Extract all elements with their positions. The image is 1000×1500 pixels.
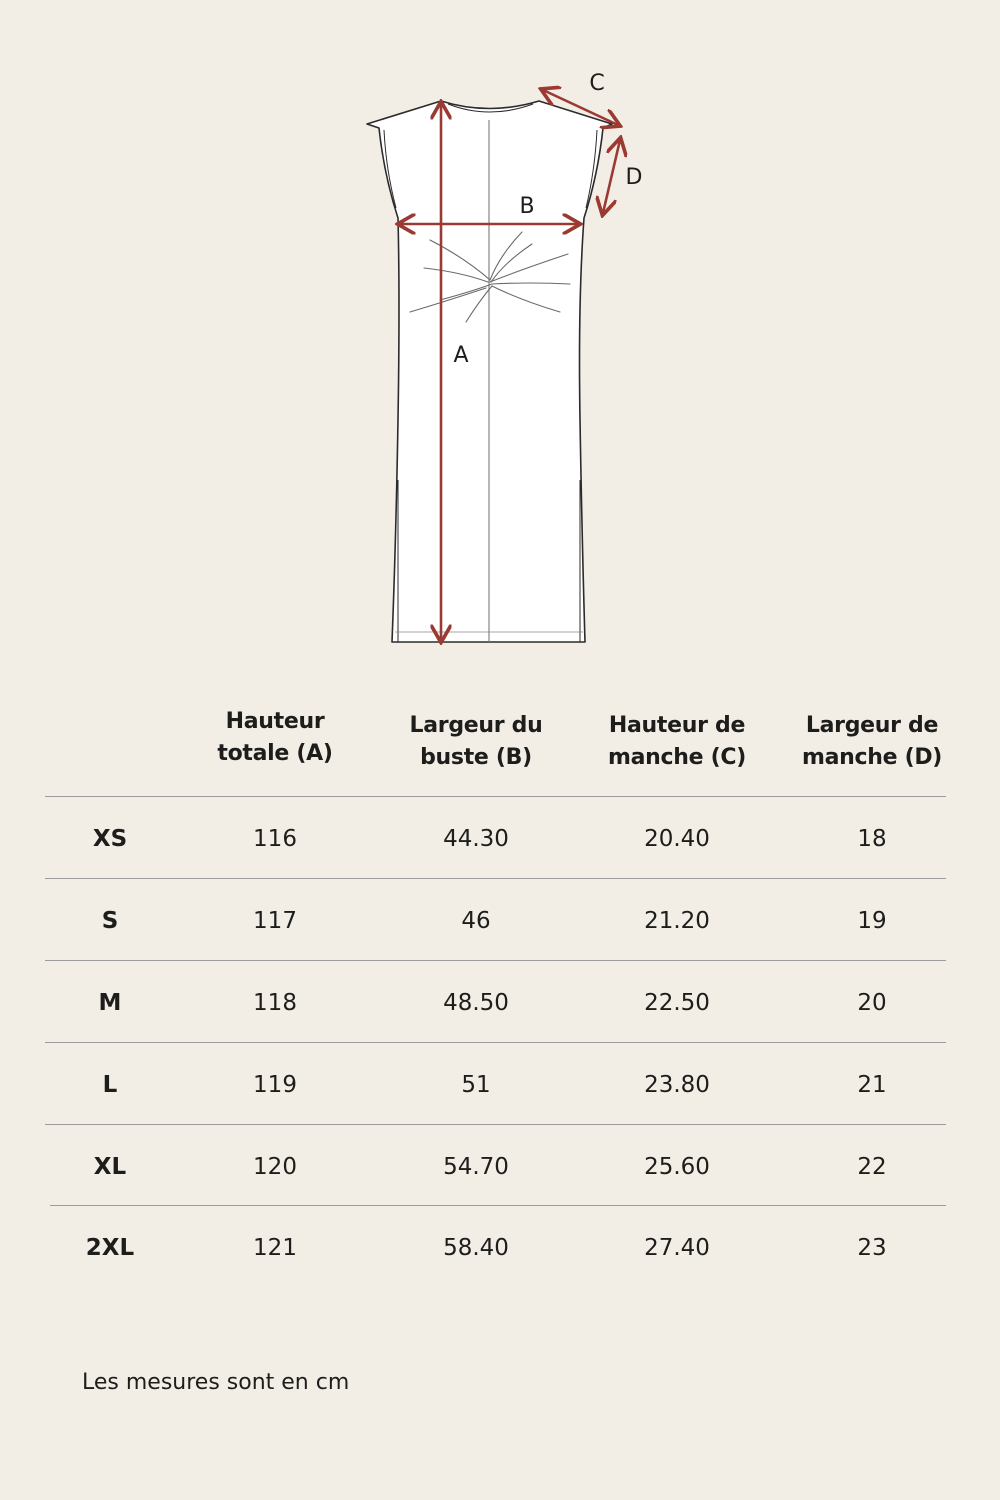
header-sleeve-height: Hauteur de manche (C) — [608, 713, 746, 770]
cell-sleeve-height: 21.20 — [644, 908, 710, 934]
cell-total-height: 121 — [253, 1235, 297, 1261]
cell-sleeve-height: 20.40 — [644, 826, 710, 852]
cell-sleeve-height: 27.40 — [644, 1235, 710, 1261]
label-d: D — [625, 165, 643, 190]
size-table — [45, 700, 946, 1287]
cell-sleeve-width: 20 — [857, 990, 887, 1016]
units-note: Les mesures sont en cm — [82, 1370, 350, 1395]
cell-total-height: 117 — [253, 908, 297, 934]
table-row — [45, 878, 946, 960]
table-header — [45, 700, 946, 796]
table-row — [45, 1206, 946, 1287]
cell-sleeve-width: 21 — [857, 1072, 887, 1098]
arrow-d — [603, 140, 620, 213]
cell-sleeve-width: 22 — [857, 1154, 887, 1180]
row-divider — [50, 1205, 946, 1206]
dress-diagram — [0, 0, 1000, 680]
dress-illustration — [0, 0, 1000, 680]
label-c: C — [589, 71, 605, 96]
cell-bust-width: 48.50 — [443, 990, 509, 1016]
cell-total-height: 119 — [253, 1072, 297, 1098]
size-label: XS — [92, 826, 128, 852]
label-b: B — [519, 194, 535, 219]
cell-sleeve-height: 25.60 — [644, 1154, 710, 1180]
cell-sleeve-width: 23 — [857, 1235, 887, 1261]
size-label: L — [102, 1072, 118, 1098]
cell-total-height: 120 — [253, 1154, 297, 1180]
cell-total-height: 118 — [253, 990, 297, 1016]
cell-bust-width: 51 — [461, 1072, 491, 1098]
cell-sleeve-height: 23.80 — [644, 1072, 710, 1098]
cell-total-height: 116 — [253, 826, 297, 852]
cell-bust-width: 54.70 — [443, 1154, 509, 1180]
cell-sleeve-width: 19 — [857, 908, 887, 934]
table-row — [45, 796, 946, 878]
header-total-height: Hauteur totale (A) — [217, 709, 333, 766]
table-row — [45, 960, 946, 1042]
cell-bust-width: 46 — [461, 908, 491, 934]
header-sleeve-width: Largeur de manche (D) — [801, 713, 943, 770]
cell-sleeve-width: 18 — [857, 826, 887, 852]
size-label: M — [98, 990, 122, 1016]
header-bust-width: Largeur du buste (B) — [409, 713, 543, 770]
size-label: 2XL — [85, 1235, 135, 1261]
size-label: XL — [93, 1154, 127, 1180]
cell-sleeve-height: 22.50 — [644, 990, 710, 1016]
cell-bust-width: 44.30 — [443, 826, 509, 852]
size-label: S — [101, 908, 119, 934]
label-a: A — [453, 343, 469, 368]
table-row — [45, 1124, 946, 1206]
cell-bust-width: 58.40 — [443, 1235, 509, 1261]
table-row — [45, 1042, 946, 1124]
dress-outline — [367, 101, 612, 642]
